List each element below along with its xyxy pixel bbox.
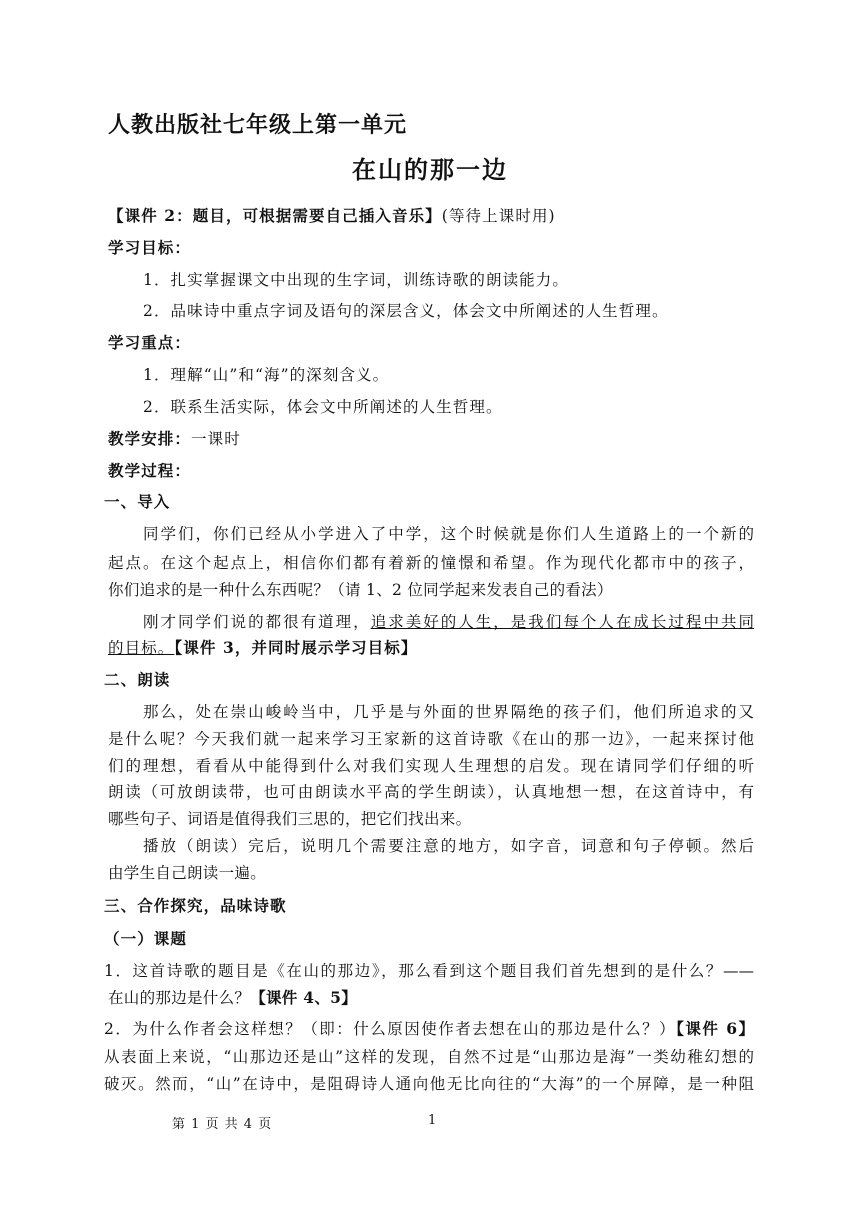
question-text: 2．为什么作者会这样想？（即：什么原因使作者去想在山的那边是什么？） xyxy=(104,1020,677,1038)
paragraph-line: 由学生自己朗读一遍。 xyxy=(108,864,267,882)
question-line: 1．这首诗歌的题目是《在山的那边》，那么看到这个题目我们首先想到的是什么？—— xyxy=(104,962,754,980)
paragraph-line: 破灭。然而，“山”在诗中，是阻碍诗人通向他无比向往的“大海”的一个屏障，是一种阻 xyxy=(104,1075,754,1093)
process-label: 教学过程： xyxy=(108,461,192,480)
courseware-tag: 【课件 6】 xyxy=(676,1019,754,1038)
arrangement-line xyxy=(108,429,754,449)
paragraph-line: 是什么呢？今天我们就一起来学习王家新的这首诗歌《在山的那一边》，一起来探讨他 xyxy=(108,730,754,748)
publisher-line: 人教出版社七年级上第一单元 xyxy=(108,113,408,138)
page-title: 在山的那一边 xyxy=(352,156,508,184)
courseware-note: (等待上课时用) xyxy=(441,207,556,225)
paragraph-text: 刚才同学们说的都很有道理， xyxy=(143,613,371,631)
paragraph-line: 你们追求的是一种什么东西呢？（请 1、2 位同学起来发表自己的看法） xyxy=(108,581,613,599)
underlined-text: 追求美好的人生，是我们每个人在成长过程中共同 xyxy=(370,613,754,631)
objective-item: 1．扎实掌握课文中出现的生字词，训练诗歌的朗读能力。 xyxy=(143,271,569,289)
section-heading: 二、朗读 xyxy=(104,670,171,689)
focus-item: 2．联系生活实际，体会文中所阐述的人生哲理。 xyxy=(143,398,503,416)
arrangement-value: 一课时 xyxy=(191,430,241,448)
courseware-tag: 【课件 4、5】 xyxy=(250,988,358,1007)
paragraph-line: 起点。在这个起点上，相信你们都有着新的憧憬和希望。作为现代化都市中的孩子， xyxy=(108,554,754,572)
paragraph-line: 同学们，你们已经从小学进入了中学，这个时候就是你们人生道路上的一个新的 xyxy=(143,525,754,543)
courseware-intro xyxy=(108,206,754,226)
underlined-text: 的目标。 xyxy=(108,639,175,657)
sub-heading: （一）课题 xyxy=(104,929,188,948)
focus-item: 1．理解“山”和“海”的深刻含义。 xyxy=(143,366,390,384)
question-line xyxy=(104,1019,754,1039)
paragraph-line xyxy=(108,638,754,658)
paragraph-line: 朗读（可放朗读带，也可由朗读水平高的学生朗读），认真地想一想，在这首诗中，有 xyxy=(108,783,754,801)
objectives-label: 学习目标： xyxy=(108,238,192,257)
page-number: 1 xyxy=(428,1113,437,1128)
paragraph-line: 哪些句子、词语是值得我们三思的，把它们找出来。 xyxy=(108,810,472,828)
arrangement-label: 教学安排： xyxy=(108,429,192,448)
question-line xyxy=(108,988,754,1008)
courseware-tag: 【课件 3，并同时展示学习目标】 xyxy=(174,638,418,657)
section-heading: 三、合作探究，品味诗歌 xyxy=(104,896,287,915)
paragraph-line: 那么，处在崇山峻岭当中，几乎是与外面的世界隔绝的孩子们，他们所追求的又 xyxy=(143,703,754,721)
objective-item: 2．品味诗中重点字词及语句的深层含义，体会文中所阐述的人生哲理。 xyxy=(143,302,669,320)
courseware-label: 【课件 2：题目，可根据需要自己插入音乐】 xyxy=(108,206,442,225)
paragraph-line: 从表面上来说，“山那边还是山”这样的发现，自然不过是“山那边是海”一类幼稚幻想的 xyxy=(104,1048,754,1066)
paragraph-line: 们的理想，看看从中能得到什么对我们实现人生理想的启发。现在请同学们仔细的听 xyxy=(108,757,754,775)
paragraph-line xyxy=(143,612,754,632)
paragraph-line: 播放（朗读）完后，说明几个需要注意的地方，如字音，词意和句子停顿。然后 xyxy=(143,837,754,855)
question-text: 在山的那边是什么？ xyxy=(108,989,251,1007)
page-info: 第 1 页 共 4 页 xyxy=(172,1117,273,1132)
section-heading: 一、导入 xyxy=(104,492,171,511)
focus-label: 学习重点： xyxy=(108,333,192,352)
